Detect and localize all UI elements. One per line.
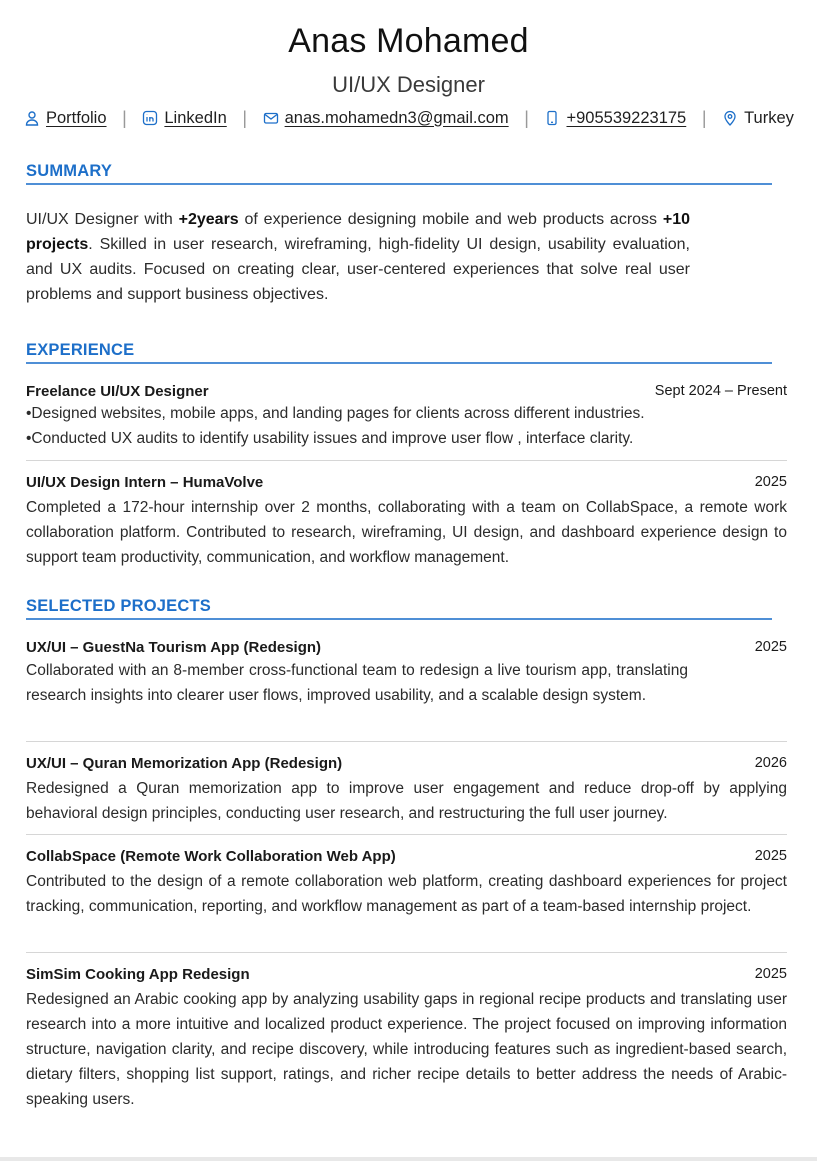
experience-role: Freelance UI/UX Designer xyxy=(26,383,209,400)
project-description: Contributed to the design of a remote collaboration web platform, creating dashboard experiences for project tracking, communication, reporting, and workflow management as part of a team-based internship project. xyxy=(26,873,787,915)
project-name: CollabSpace (Remote Work Collaboration Web App) xyxy=(26,848,396,865)
phone-link[interactable]: +905539223175 xyxy=(566,108,687,127)
linkedin-link[interactable]: LinkedIn xyxy=(164,108,227,127)
project-date: 2026 xyxy=(754,755,787,771)
project-name: SimSim Cooking App Redesign xyxy=(26,966,250,983)
contact-linkedin[interactable] xyxy=(142,109,226,128)
project-name: UX/UI – GuestNa Tourism App (Redesign) xyxy=(26,639,322,656)
experience-heading: EXPERIENCE xyxy=(26,341,772,364)
portfolio-link[interactable]: Portfolio xyxy=(46,108,107,127)
contact-separator: | xyxy=(122,107,127,128)
contact-location xyxy=(722,109,794,128)
candidate-role: UI/UX Designer xyxy=(332,72,485,97)
contact-separator: | xyxy=(242,107,248,128)
project-date: 2025 xyxy=(754,848,787,864)
linkedin-icon xyxy=(142,110,158,126)
projects-heading: SELECTED PROJECTS xyxy=(26,597,772,620)
summary-text: UI/UX Designer with +2years of experience designing mobile and web products across +10 projects. Skilled in user research, wireframing, high-fidelity UI design, usability evaluation, and UX audits. Focused on creating clear, user-centered experiences that solve real user problems and support business objectives. xyxy=(26,211,690,303)
contact-bar xyxy=(24,105,794,131)
contact-separator: | xyxy=(701,107,707,128)
contact-separator: | xyxy=(524,107,529,128)
experience-date: Sept 2024 – Present xyxy=(654,383,787,399)
divider xyxy=(26,952,787,953)
phone-icon xyxy=(544,110,560,126)
divider xyxy=(26,460,787,461)
contact-portfolio[interactable] xyxy=(24,109,107,128)
user-icon xyxy=(24,110,40,126)
experience-role: UI/UX Design Intern – HumaVolve xyxy=(26,474,264,491)
project-description: Redesigned an Arabic cooking app by analyzing usability gaps in regional recipe products and translating user research into a more intuitive and localized product experience. The project focused on improving information structure, navigation clarity, and recipe discovery, while introducing features such as ingredient-based search, dietary filters, shopping list support, ratings, and richer recipe details to better address the needs of Arabic-speaking users. xyxy=(26,991,787,1108)
project-description: Collaborated with an 8-member cross-functional team to redesign a live tourism app, translating research insights into clearer user flows, improved usability, and a scalable design system. xyxy=(26,662,688,704)
contact-email[interactable] xyxy=(263,109,509,128)
mail-icon xyxy=(263,110,279,126)
project-date: 2025 xyxy=(754,966,787,982)
divider xyxy=(26,741,787,742)
email-link[interactable]: anas.mohamedn3@gmail.com xyxy=(284,108,509,127)
experience-description: Completed a 172-hour internship over 2 months, collaborating with a team on CollabSpace, a remote work collaboration platform. Contributed to research, wireframing, UI design, and dashboard experience design to support team productivity, communication, and workflow management. xyxy=(26,499,787,566)
candidate-name: Anas Mohamed xyxy=(288,22,529,60)
experience-bullet: •Conducted UX audits to identify usability issues and improve user flow , interface clarity. xyxy=(26,430,634,447)
location-text: Turkey xyxy=(744,108,794,127)
contact-phone[interactable] xyxy=(544,109,686,128)
page-bottom-edge xyxy=(0,1157,817,1161)
experience-date: 2025 xyxy=(754,474,787,490)
summary-heading: SUMMARY xyxy=(26,162,772,185)
experience-bullet: •Designed websites, mobile apps, and landing pages for clients across different industries. xyxy=(26,405,645,422)
project-name: UX/UI – Quran Memorization App (Redesign) xyxy=(26,755,343,772)
project-date: 2025 xyxy=(754,639,787,655)
divider xyxy=(26,834,787,835)
location-pin-icon xyxy=(722,110,738,126)
project-description: Redesigned a Quran memorization app to improve user engagement and reduce drop-off by applying behavioral design principles, conducting user research, and restructuring the full user journey. xyxy=(26,780,787,822)
